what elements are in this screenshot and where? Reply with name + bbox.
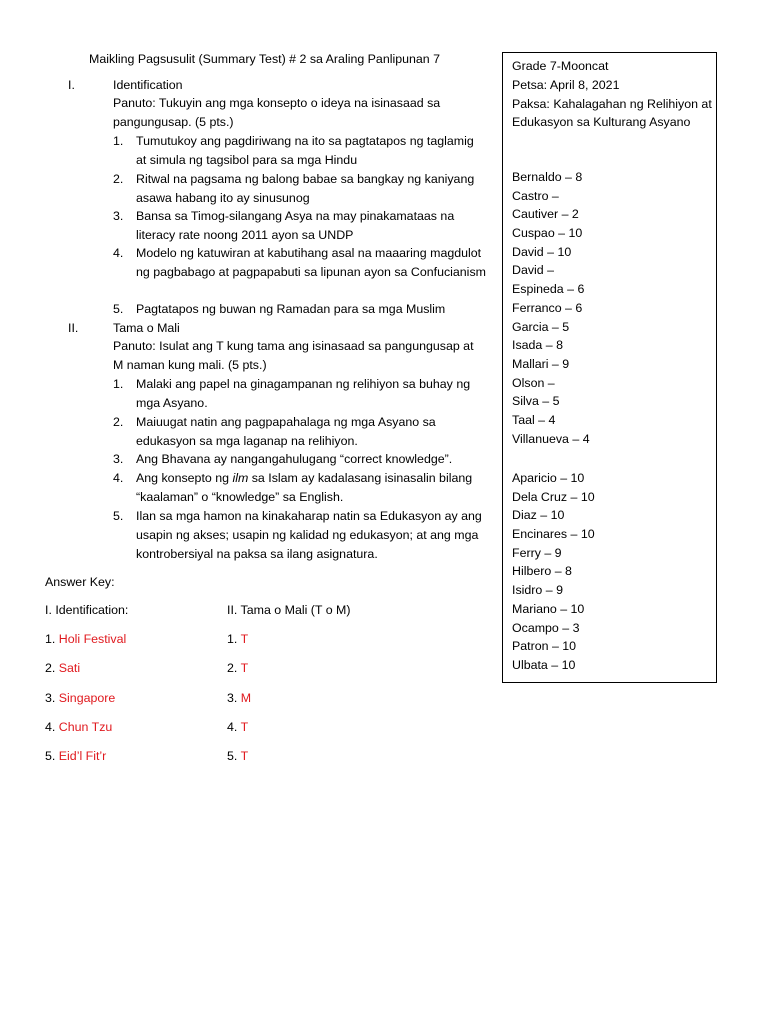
student-score: Isada – 8 [512,338,563,353]
quiz-topic: Paksa: Kahalagahan ng Relihiyon at Edukasyon sa Kulturang Asyano [512,96,712,130]
identification-question-4: Modelo ng katuwiran at kabutihang asal na maaaring magdulot ng pagbabago at pagpapabuti sa lipunan ayon sa Confucianism [136,246,486,279]
question-number: 4. [113,246,124,260]
student-score: Bernaldo – 8 [512,170,583,184]
panel-header [512,57,712,132]
true-false-question-3: Ang Bhavana ay nangangahulugang “correct knowledge”. [136,452,453,466]
answer-text: T [240,632,249,646]
student-score: Patron – 10 [512,639,577,654]
student-score: Mariano – 10 [512,601,585,616]
student-score: Garcia – 5 [512,319,570,334]
answer-text: Sati [58,661,81,675]
identification-question-1: Tumutukoy ang pagdiriwang na ito sa pagtatapos ng taglamig at simula ng tagsibol para sa mga Hindu [136,134,474,167]
answer-key-item [45,689,115,708]
answer-number: 4. [45,720,59,734]
quiz-date: Petsa: April 8, 2021 [512,77,620,92]
identification-question-2: Ritwal na pagsama ng balong babae sa bangkay ng kaniyang asawa habang ito ay sinusunog [136,172,475,205]
student-score: Taal – 4 [512,412,556,427]
page-title: Maikling Pagsusulit (Summary Test) # 2 sa Araling Panlipunan 7 [89,52,441,66]
student-score: Silva – 5 [512,394,560,409]
student-score: Mallari – 9 [512,356,570,371]
question-emphasis: ilm [232,471,249,485]
question-number: 4. [113,471,124,485]
question-number: 5. [113,509,124,523]
student-score: Encinares – 10 [512,527,595,542]
true-false-question-2: Maiuugat natin ang pagpapahalaga ng mga Asyano sa edukasyon sa mga laganap na relihiyon. [136,415,436,448]
student-score: Castro – [512,188,559,203]
answer-number: 4. [227,720,241,734]
answer-number: 2. [227,661,241,675]
student-score: Cautiver – 2 [512,207,579,222]
answer-text: T [240,661,249,675]
true-false-question-5: Ilan sa mga hamon na kinakaharap natin sa Edukasyon ay ang usapin ng akses; usapin ng kalidad ng edukasyon; at ang mga kontrobersiyal na paksa sa ilang asignatura. [136,509,482,561]
answer-text: Eid’l Fit’r [58,749,107,763]
answer-key-item [227,689,251,708]
answer-text: Singapore [58,691,116,705]
section-2-instruction: Panuto: Isulat ang T kung tama ang isinasaad sa pangungusap at M naman kung mali. (5 pts.) [113,339,474,372]
student-score: David – 10 [512,244,572,259]
answer-key-item [227,718,248,737]
student-score: Ocampo – 3 [512,620,580,635]
question-number: 1. [113,377,124,391]
question-number: 3. [113,452,124,466]
question-number: 5. [113,302,124,316]
answer-key-item [45,630,126,649]
student-score: Cuspao – 10 [512,226,583,241]
student-score: Ulbata – 10 [512,657,576,672]
answer-key-label: Answer Key: [45,575,115,589]
answer-number: 2. [45,661,59,675]
student-score: Isidro – 9 [512,583,563,598]
answer-text: M [240,691,252,705]
student-score: David – [512,263,555,278]
answer-key-item [227,630,248,649]
answer-number: 5. [227,749,241,763]
student-score: Aparicio – 10 [512,471,585,485]
answer-number: 1. [227,632,241,646]
student-score: Diaz – 10 [512,508,565,523]
student-score: Ferry – 9 [512,545,562,560]
answer-text: T [240,749,249,763]
question-number: 3. [113,209,124,223]
answer-text: Chun Tzu [58,720,113,734]
answer-number: 3. [45,691,59,705]
student-score: Hilbero – 8 [512,564,572,579]
grade-section: Grade 7-Mooncat [512,59,609,73]
answer-key-item [227,747,248,766]
answer-key-identification-title: I. Identification: [45,603,129,617]
student-score: Ferranco – 6 [512,300,583,315]
answer-number: 3. [227,691,241,705]
identification-question-5: Pagtatapos ng buwan ng Ramadan para sa mga Muslim [136,302,446,316]
answer-number: 5. [45,749,59,763]
answer-text: Holi Festival [58,632,127,646]
student-score: Dela Cruz – 10 [512,489,595,504]
student-score: Olson – [512,375,555,390]
question-number: 2. [113,172,124,186]
answer-key-item [227,659,248,678]
answer-number: 1. [45,632,59,646]
identification-question-3: Bansa sa Timog-silangang Asya na may pinakamataas na literacy rate noong 2011 ayon sa UNDP [136,209,455,242]
question-text-part: sa Islam ay kadalasang isinasalin bilang “kaalaman” o “knowledge” sa English. [136,471,473,504]
student-score: Villanueva – 4 [512,431,590,446]
answer-key-item [45,659,80,678]
answer-key-item [45,718,112,737]
question-number: 1. [113,134,124,148]
answer-text: T [240,720,249,734]
true-false-question-4 [136,469,486,507]
answer-key-tama-o-mali-title: II. Tama o Mali (T o M) [227,603,351,617]
section-2-title: Tama o Mali [113,321,180,335]
answer-key-item [45,747,106,766]
score-list-group-1 [512,168,712,448]
class-roster-panel [502,52,717,683]
question-text-part: Ang konsepto ng [136,471,233,485]
section-1-instruction: Panuto: Tukuyin ang mga konsepto o ideya na isinasaad sa pangungusap. (5 pts.) [113,96,441,129]
student-score: Espineda – 6 [512,282,585,297]
section-2-number: II. [68,321,79,335]
score-list-group-2 [512,469,712,675]
true-false-question-1: Malaki ang papel na ginagampanan ng relihiyon sa buhay ng mga Asyano. [136,377,471,410]
section-1-number: I. [68,78,75,92]
section-1-title: Identification [113,78,183,92]
question-number: 2. [113,415,124,429]
